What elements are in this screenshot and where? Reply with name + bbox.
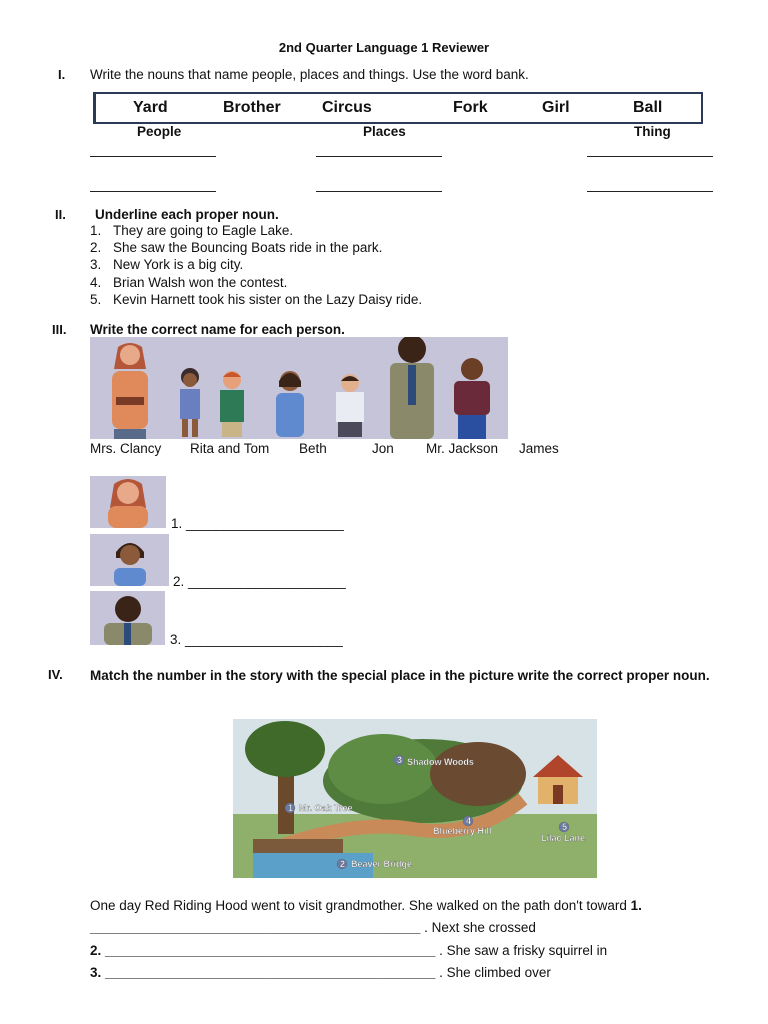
answer-line-places-1[interactable]: [316, 156, 442, 157]
map-label-beaver-bridge: Beaver Bridge: [351, 859, 413, 869]
story-line-3[interactable]: 2. ____________________________________________ . She saw a frisky squirrel in: [90, 943, 608, 958]
list-item: 4. Brian Walsh won the contest.: [90, 274, 288, 290]
map-label-oak-tree: Mr. Oak Tree: [299, 803, 353, 813]
word-bank-item: Yard: [133, 99, 168, 116]
answer-line-thing-1[interactable]: [587, 156, 713, 157]
section-4-numeral: IV.: [48, 667, 63, 682]
portrait-2: [90, 534, 169, 586]
map-number-1: 1: [288, 803, 294, 813]
name-label: Rita and Tom: [190, 441, 270, 456]
portrait-3: [90, 591, 165, 645]
column-places: Places: [363, 124, 406, 139]
section-2-instruction: Underline each proper noun.: [95, 207, 279, 222]
story-map-illustration: [233, 719, 597, 878]
answer-line-3[interactable]: 3. _____________________: [170, 632, 343, 647]
answer-line-people-1[interactable]: [90, 156, 216, 157]
name-label: James: [519, 441, 559, 456]
section-4-instruction: Match the number in the story with the special place in the picture write the correct proper noun.: [90, 668, 710, 683]
answer-line-places-2[interactable]: [316, 191, 442, 192]
column-thing: Thing: [634, 124, 671, 139]
word-bank-item: Brother: [223, 99, 281, 116]
answer-line-2[interactable]: 2. _____________________: [173, 574, 346, 589]
section-1-instruction: Write the nouns that name people, places and things. Use the word bank.: [90, 67, 529, 82]
name-label: Mrs. Clancy: [90, 441, 162, 456]
beth-figure: [276, 371, 304, 437]
word-bank-item: Girl: [542, 99, 570, 116]
name-label: Beth: [299, 441, 327, 456]
people-illustration: [90, 337, 508, 439]
story-line-1: One day Red Riding Hood went to visit grandmother. She walked on the path don't toward 1.: [90, 898, 642, 913]
map-number-4: 4: [466, 816, 472, 826]
word-bank-item: Circus: [322, 99, 372, 116]
list-item: 3. New York is a big city.: [90, 257, 244, 273]
section-1-numeral: I.: [58, 67, 66, 82]
list-item: 2. She saw the Bouncing Boats ride in the park.: [90, 240, 383, 256]
map-label-lilac-lane: Lilac Lane: [541, 833, 586, 843]
section-3-instruction: Write the correct name for each person.: [90, 322, 345, 337]
answer-line-people-2[interactable]: [90, 191, 216, 192]
word-bank: [93, 92, 703, 124]
section-3-numeral: III.: [52, 322, 67, 337]
name-label: Mr. Jackson: [426, 441, 499, 456]
sentence-list: [90, 222, 422, 308]
word-bank-item: Fork: [453, 99, 488, 116]
word-bank-item: Ball: [633, 99, 663, 116]
name-label: Jon: [372, 441, 394, 456]
story-line-4[interactable]: 3. ____________________________________________ . She climbed over: [90, 965, 551, 980]
column-people: People: [137, 124, 182, 139]
page-title: 2nd Quarter Language 1 Reviewer: [278, 40, 490, 55]
map-label-shadow-woods: Shadow Woods: [407, 757, 474, 767]
map-number-3: 3: [397, 755, 403, 765]
map-number-5: 5: [562, 822, 568, 832]
answer-line-thing-2[interactable]: [587, 191, 713, 192]
list-item: 1. They are going to Eagle Lake.: [90, 223, 294, 238]
map-number-2: 2: [340, 859, 346, 869]
list-item: 5. Kevin Harnett took his sister on the Lazy Daisy ride.: [90, 291, 423, 307]
mrs-clancy-figure: [112, 343, 148, 439]
section-2-numeral: II.: [55, 207, 66, 222]
portrait-1: [90, 476, 166, 528]
story-line-2[interactable]: ____________________________________________ . Next she crossed: [90, 920, 536, 935]
tom-figure: [220, 371, 244, 437]
map-label-blueberry-hill: Blueberry Hill: [433, 826, 492, 836]
answer-line-1[interactable]: 1. _____________________: [171, 516, 344, 531]
